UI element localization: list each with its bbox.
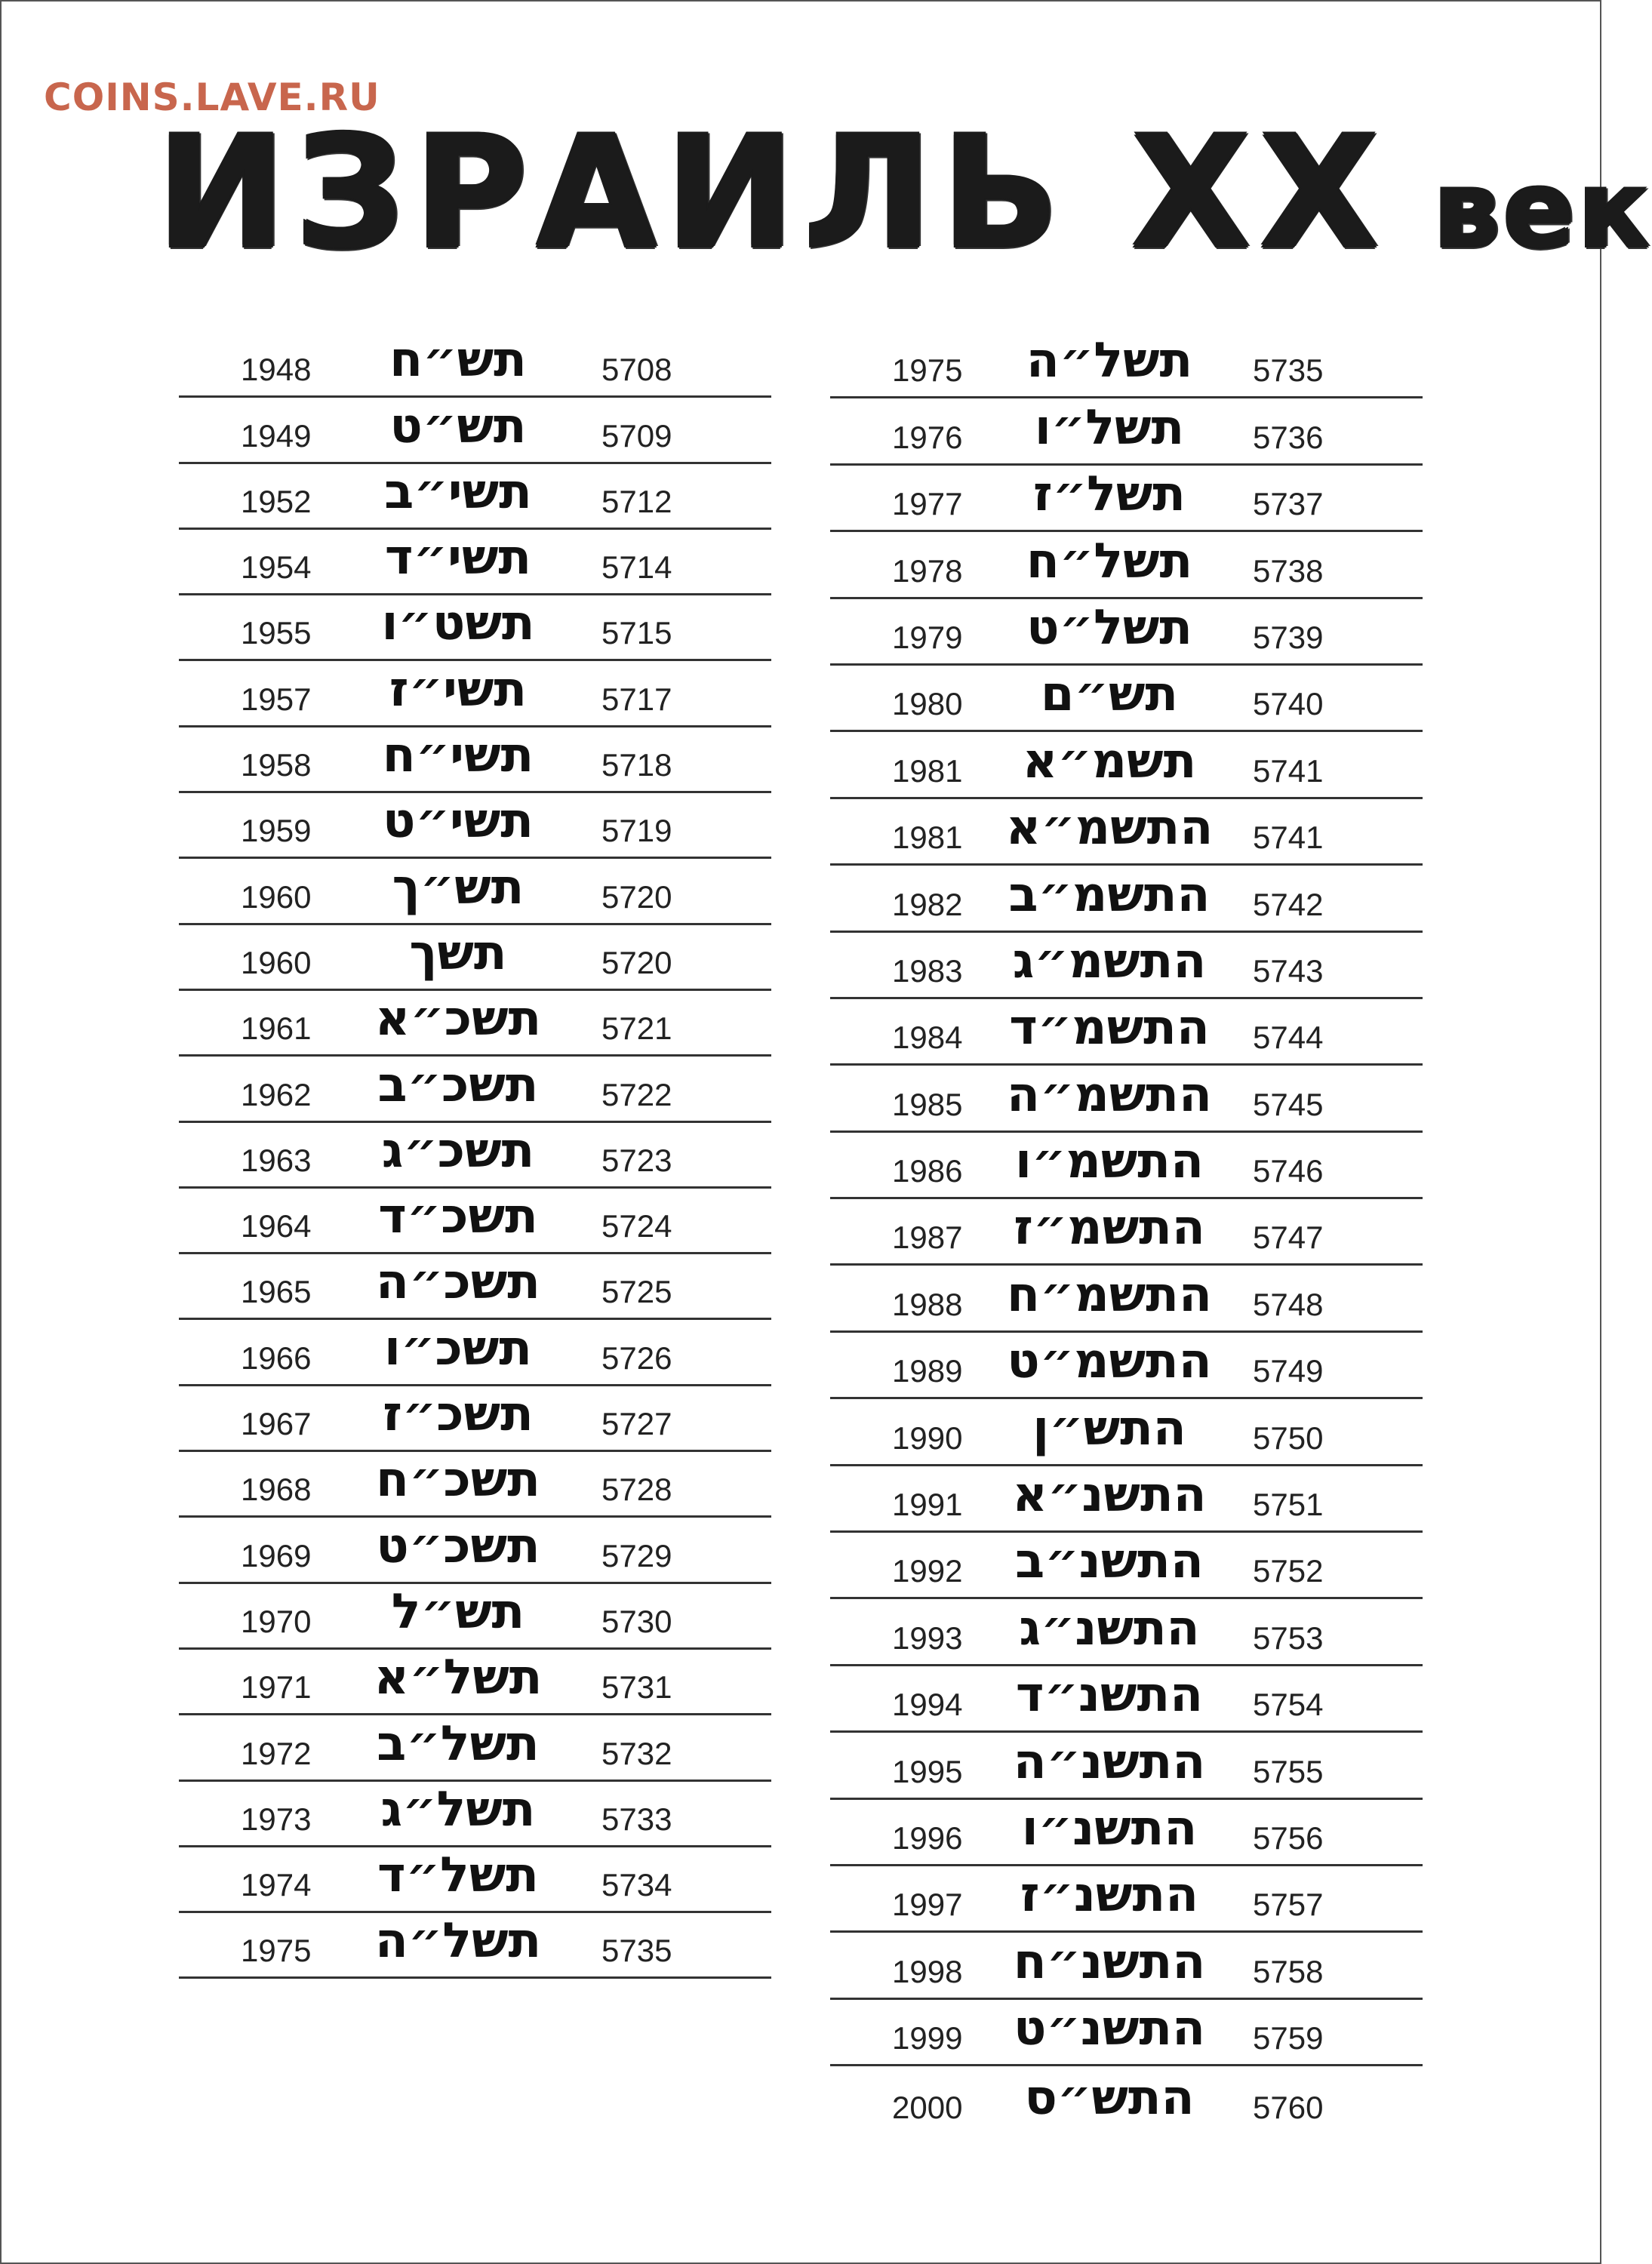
gregorian-year: 1992: [892, 1553, 963, 1589]
hebrew-year-number: 5738: [1253, 552, 1324, 589]
table-row: [179, 530, 771, 595]
hebrew-year: התשמ״ד: [1009, 1000, 1210, 1057]
gregorian-year: 1998: [892, 1953, 963, 1989]
hebrew-year-number: 5735: [1253, 352, 1324, 389]
hebrew-year-number: 5748: [1253, 1286, 1324, 1322]
hebrew-year-number: 5741: [1253, 752, 1324, 789]
hebrew-year: התשמ״ג: [1012, 933, 1207, 989]
hebrew-year-number: 5741: [1253, 820, 1324, 856]
gregorian-year: 1979: [892, 619, 963, 655]
hebrew-year: תשכ״ה: [376, 1254, 540, 1311]
table-row: [830, 1133, 1423, 1199]
hebrew-year: התש״ס: [1024, 2069, 1195, 2126]
gregorian-year: 1958: [241, 747, 312, 783]
gregorian-year: 1975: [892, 352, 963, 389]
gregorian-year: 1980: [892, 686, 963, 722]
gregorian-year: 1977: [892, 486, 963, 522]
hebrew-year-number: 5734: [601, 1867, 672, 1903]
table-row: [179, 1847, 771, 1913]
gregorian-year: 1985: [892, 1086, 963, 1122]
hebrew-year-number: 5730: [601, 1603, 672, 1639]
table-row: [830, 866, 1423, 932]
gregorian-year: 1965: [241, 1274, 312, 1310]
gregorian-year: 1973: [241, 1801, 312, 1837]
table-row: [179, 1254, 771, 1320]
hebrew-year-number: 5712: [601, 483, 672, 519]
table-row: [830, 1533, 1423, 1599]
hebrew-year-number: 5717: [601, 681, 672, 717]
hebrew-year-number: 5742: [1253, 886, 1324, 922]
gregorian-year: 1963: [241, 1142, 312, 1178]
gregorian-year: 1974: [241, 1867, 312, 1903]
gregorian-year: 1988: [892, 1286, 963, 1322]
hebrew-year-number: 5722: [601, 1076, 672, 1112]
hebrew-year: תשי״ט: [383, 793, 534, 850]
gregorian-year: 1952: [241, 483, 312, 519]
hebrew-year: תשל״ב: [377, 1715, 540, 1772]
hebrew-year: תשכ״ד: [378, 1189, 538, 1245]
table-row: [179, 1782, 771, 1847]
table-row: [179, 1584, 771, 1650]
gregorian-year: 1997: [892, 1887, 963, 1923]
gregorian-year: 1966: [241, 1340, 312, 1376]
hebrew-year-number: 5733: [601, 1801, 672, 1837]
gregorian-year: 1949: [241, 417, 312, 454]
hebrew-year-number: 5723: [601, 1142, 672, 1178]
table-row: [830, 1733, 1423, 1799]
hebrew-year: תשי״ח: [382, 727, 534, 784]
table-row: [830, 398, 1423, 465]
hebrew-year: התשמ״ח: [1007, 1266, 1212, 1323]
hebrew-year-number: 5708: [601, 352, 672, 388]
hebrew-year-number: 5759: [1253, 2020, 1324, 2056]
gregorian-year: 1970: [241, 1603, 312, 1639]
hebrew-year-number: 5737: [1253, 486, 1324, 522]
hebrew-year: תשל״ט: [1026, 599, 1192, 656]
gregorian-year: 1960: [241, 944, 312, 980]
hebrew-year-number: 5756: [1253, 1820, 1324, 1856]
table-row: [179, 1386, 771, 1452]
hebrew-year-number: 5725: [601, 1274, 672, 1310]
hebrew-year: התשמ״ה: [1007, 1066, 1212, 1123]
table-row: [830, 1066, 1423, 1132]
hebrew-year-number: 5747: [1253, 1220, 1324, 1256]
hebrew-year: תשל״ה: [374, 1913, 542, 1970]
hebrew-year-number: 5740: [1253, 686, 1324, 722]
gregorian-year: 1981: [892, 752, 963, 789]
table-row: [179, 1452, 771, 1518]
gregorian-year: 1959: [241, 813, 312, 849]
gregorian-year: 1995: [892, 1753, 963, 1789]
title-main: ИЗРАИЛЬ XX: [156, 103, 1388, 283]
hebrew-year-number: 5757: [1253, 1887, 1324, 1923]
hebrew-year: התשנ״ז: [1020, 1867, 1199, 1924]
gregorian-year: 1976: [892, 419, 963, 455]
hebrew-year-number: 5760: [1253, 2089, 1324, 2125]
gregorian-year: 1948: [241, 352, 312, 388]
gregorian-year: 1989: [892, 1353, 963, 1389]
gregorian-year: 1975: [241, 1933, 312, 1969]
table-row: [830, 532, 1423, 598]
hebrew-year: תשך: [409, 924, 507, 981]
table-row: [830, 799, 1423, 866]
hebrew-year-number: 5744: [1253, 1020, 1324, 1056]
hebrew-year: תשי״ד: [384, 530, 532, 586]
hebrew-year-number: 5721: [601, 1010, 672, 1047]
hebrew-year-number: 5746: [1253, 1153, 1324, 1189]
gregorian-year: 1983: [892, 952, 963, 989]
table-row: [179, 332, 771, 398]
hebrew-year-number: 5739: [1253, 619, 1324, 655]
table-row: [179, 595, 771, 661]
table-row: [830, 599, 1423, 666]
hebrew-year: תש״ם: [1040, 666, 1179, 723]
hebrew-year: התשנ״ו: [1021, 1800, 1198, 1856]
hebrew-year: תשל״ג: [380, 1781, 536, 1838]
hebrew-year-number: 5718: [601, 747, 672, 783]
hebrew-year-number: 5754: [1253, 1687, 1324, 1723]
table-row: [830, 1266, 1423, 1332]
hebrew-year: תשל״ז: [1032, 466, 1186, 523]
gregorian-year: 1962: [241, 1076, 312, 1112]
table-row: [830, 1800, 1423, 1866]
hebrew-year-number: 5731: [601, 1669, 672, 1706]
hebrew-year-number: 5729: [601, 1537, 672, 1573]
table-row: [830, 332, 1423, 398]
hebrew-year: תש״ט: [389, 398, 527, 454]
table-row: [179, 1650, 771, 1715]
gregorian-year: 1994: [892, 1687, 963, 1723]
table-row: [830, 666, 1423, 732]
table-row: [830, 1199, 1423, 1266]
table-row: [830, 933, 1423, 999]
hebrew-year-number: 5735: [601, 1933, 672, 1969]
hebrew-year: תשל״ו: [1034, 399, 1185, 456]
table-row: [830, 1866, 1423, 1933]
table-row: [830, 1666, 1423, 1733]
gregorian-year: 1991: [892, 1487, 963, 1523]
gregorian-year: 1968: [241, 1472, 312, 1508]
left-year-table: [179, 332, 771, 1979]
hebrew-year: התשמ״ט: [1007, 1333, 1212, 1390]
gregorian-year: 1961: [241, 1010, 312, 1047]
hebrew-year-number: 5720: [601, 944, 672, 980]
hebrew-year: תשי״ז: [389, 661, 528, 718]
table-row: [179, 661, 771, 727]
hebrew-year: התש״ן: [1032, 1400, 1186, 1457]
gregorian-year: 1993: [892, 1620, 963, 1656]
table-row: [830, 1599, 1423, 1666]
hebrew-year: התשנ״ט: [1013, 2001, 1206, 2057]
gregorian-year: 1964: [241, 1208, 312, 1244]
hebrew-year-number: 5751: [1253, 1487, 1324, 1523]
gregorian-year: 1972: [241, 1735, 312, 1771]
table-row: [830, 1933, 1423, 1999]
table-row: [830, 1333, 1423, 1399]
hebrew-year-number: 5714: [601, 549, 672, 586]
table-row: [830, 1399, 1423, 1466]
hebrew-year-number: 5732: [601, 1735, 672, 1771]
table-row: [179, 1715, 771, 1781]
gregorian-year: 1987: [892, 1220, 963, 1256]
hebrew-year: תשכ״ח: [376, 1452, 540, 1509]
table-row: [179, 925, 771, 991]
table-row: [830, 2066, 1423, 2133]
hebrew-year: תשל״ה: [1026, 333, 1193, 389]
hebrew-year: תשל״ח: [1026, 533, 1193, 589]
hebrew-year-number: 5750: [1253, 1420, 1324, 1456]
gregorian-year: 1978: [892, 552, 963, 589]
table-row: [830, 999, 1423, 1066]
gregorian-year: 1986: [892, 1153, 963, 1189]
hebrew-year: תשכ״ב: [377, 1057, 539, 1113]
gregorian-year: 1999: [892, 2020, 963, 2056]
hebrew-year-number: 5719: [601, 813, 672, 849]
gregorian-year: 1954: [241, 549, 312, 586]
hebrew-year: התשמ״א: [1005, 800, 1214, 857]
gregorian-year: 1981: [892, 820, 963, 856]
hebrew-year: תשל״א: [374, 1650, 543, 1706]
hebrew-year-number: 5736: [1253, 419, 1324, 455]
hebrew-year-number: 5758: [1253, 1953, 1324, 1989]
hebrew-year: התשמ״ב: [1008, 866, 1211, 923]
page-title: [156, 103, 1652, 283]
hebrew-year: תשל״ד: [377, 1847, 540, 1904]
table-row: [179, 991, 771, 1057]
gregorian-year: 1967: [241, 1406, 312, 1442]
gregorian-year: 1960: [241, 878, 312, 915]
table-row: [179, 1123, 771, 1189]
right-year-table: [830, 332, 1423, 2133]
hebrew-year-number: 5727: [601, 1406, 672, 1442]
hebrew-year-number: 5752: [1253, 1553, 1324, 1589]
hebrew-year: תשכ״א: [374, 991, 542, 1047]
table-row: [830, 466, 1423, 532]
gregorian-year: 1955: [241, 615, 312, 651]
hebrew-year-number: 5743: [1253, 952, 1324, 989]
hebrew-year: התשנ״ה: [1013, 1733, 1206, 1790]
table-row: [179, 1913, 771, 1979]
hebrew-year: תשכ״ט: [376, 1518, 540, 1574]
hebrew-year-number: 5720: [601, 878, 672, 915]
hebrew-year: תשמ״א: [1022, 733, 1197, 789]
table-row: [830, 2000, 1423, 2066]
table-row: [179, 1057, 771, 1122]
hebrew-year: תש״ל: [391, 1583, 525, 1640]
hebrew-year: תשכ״ו: [384, 1320, 532, 1377]
gregorian-year: 2000: [892, 2089, 963, 2125]
table-row: [179, 1189, 771, 1254]
hebrew-year-number: 5745: [1253, 1086, 1324, 1122]
hebrew-year: התשמ״ז: [1014, 1200, 1205, 1257]
hebrew-year: התשנ״ב: [1015, 1533, 1204, 1590]
table-row: [179, 1320, 771, 1386]
table-row: [830, 732, 1423, 798]
hebrew-year: התשמ״ו: [1015, 1134, 1204, 1190]
hebrew-year-number: 5755: [1253, 1753, 1324, 1789]
title-suffix: век: [1432, 149, 1652, 272]
watermark: COINS.LAVE.RU: [44, 75, 380, 119]
hebrew-year: תש״ך: [392, 859, 525, 915]
hebrew-year: התשנ״ד: [1015, 1667, 1204, 1724]
gregorian-year: 1971: [241, 1669, 312, 1706]
gregorian-year: 1990: [892, 1420, 963, 1456]
hebrew-year: התשנ״א: [1012, 1467, 1207, 1524]
hebrew-year-number: 5753: [1253, 1620, 1324, 1656]
table-row: [179, 1518, 771, 1583]
gregorian-year: 1957: [241, 681, 312, 717]
hebrew-year: תשי״ב: [384, 463, 532, 520]
table-row: [179, 859, 771, 924]
gregorian-year: 1984: [892, 1020, 963, 1056]
gregorian-year: 1996: [892, 1820, 963, 1856]
hebrew-year: תשכ״ז: [383, 1386, 534, 1443]
hebrew-year-number: 5749: [1253, 1353, 1324, 1389]
gregorian-year: 1982: [892, 886, 963, 922]
hebrew-year: תש״ח: [389, 332, 527, 389]
table-row: [179, 727, 771, 793]
hebrew-year: התשנ״ג: [1019, 1600, 1200, 1656]
table-row: [179, 398, 771, 463]
gregorian-year: 1969: [241, 1537, 312, 1573]
table-row: [179, 793, 771, 859]
hebrew-year-number: 5709: [601, 417, 672, 454]
table-row: [179, 464, 771, 530]
hebrew-year: התשנ״ח: [1013, 1933, 1206, 1990]
hebrew-year-number: 5728: [601, 1472, 672, 1508]
table-row: [830, 1466, 1423, 1533]
hebrew-year-number: 5715: [601, 615, 672, 651]
hebrew-year-number: 5724: [601, 1208, 672, 1244]
hebrew-year: תשט״ו: [381, 595, 535, 652]
hebrew-year: תשכ״ג: [381, 1122, 535, 1179]
hebrew-year-number: 5726: [601, 1340, 672, 1376]
